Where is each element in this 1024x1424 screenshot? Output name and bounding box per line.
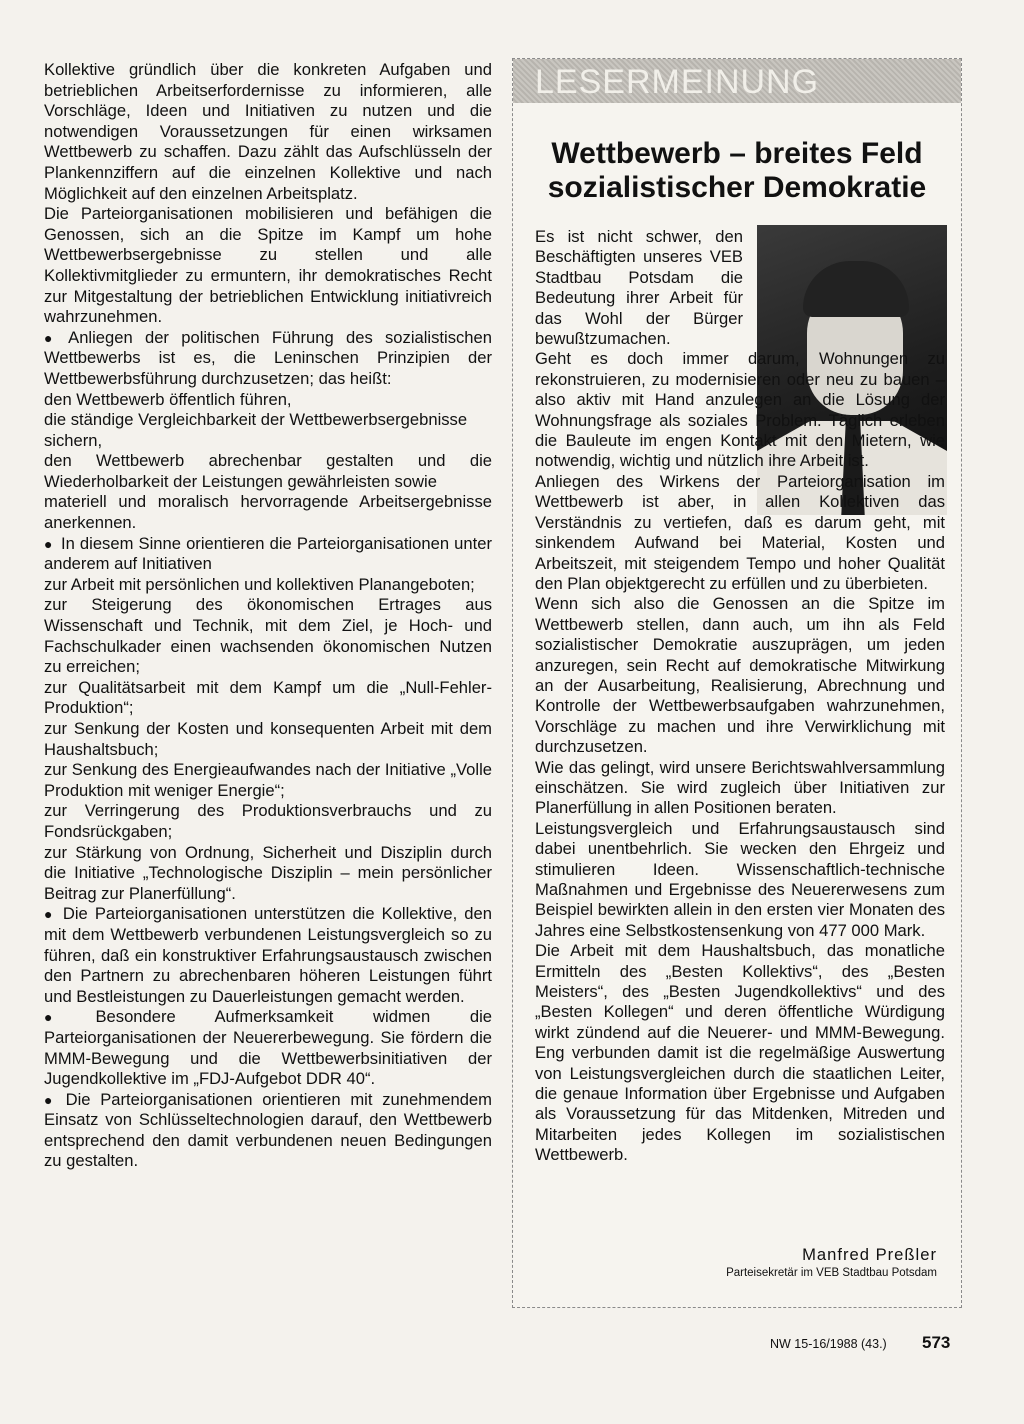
list-line: den Wettbewerb öffentlich führen, bbox=[44, 389, 292, 409]
author-name: Manfred Preßler bbox=[802, 1245, 937, 1264]
title-line: sozialistischer Demokratie bbox=[547, 171, 927, 204]
paragraph-text: Die Parteiorganisationen orientieren mit zunehmendem Einsatz von Schlüsseltechnologien darauf, den Wettbewerb entsprechend den damit verbundenen neuen Bedingungen zu gestalten. bbox=[44, 1089, 492, 1171]
list-line: zur Verringerung des Produktionsverbrauchs und zu Fondsrückgaben; bbox=[44, 801, 492, 841]
issue-reference: NW 15-16/1988 (43.) bbox=[770, 1337, 887, 1351]
paragraph: Die Arbeit mit dem Haushaltsbuch, das monatliche Ermitteln des „Besten Kollektivs“, des „Besten Meisters“, des „Besten Jugendkollektivs“ und des „Besten Kollegen“ und deren öffentliche Würdigung wirkt zündend auf die Neuerer- und MMM-Bewegung. Eng verbunden damit ist die regelmäßige Auswertung von Leistungsvergleichen durch die staatlichen Leiter, die genaue Information über Ergebnisse und Aufgaben als Voraussetzung für das Mitdenken, Mitreden und Mitarbeiten jedes Kollegen im sozialistischen Wettbewerb. bbox=[535, 941, 945, 1165]
bullet-paragraph bbox=[44, 1007, 492, 1089]
section-label: LESERMEINUNG bbox=[535, 63, 820, 101]
bullet-paragraph bbox=[44, 534, 492, 575]
list-line: zur Arbeit mit persönlichen und kollektiven Planangeboten; bbox=[44, 574, 475, 594]
section-label-banner bbox=[513, 59, 961, 103]
paragraph-text: Anliegen der politischen Führung des sozialistischen Wettbewerbs ist es, die Leninschen Prinzipien der Wettbewerbsführung durchzusetzen; das heißt: bbox=[44, 327, 492, 388]
paragraph-text: Geht es doch immer darum, Wohnungen zu rekonstruieren, zu modernisieren oder neu zu bauen – also aktiv mit Hand anzulegen an die Lösung der Wohnungsfrage als soziales Problem. Täglich erleben die Bauleute im engen Kontakt mit den Mietern, wie notwendig, wichtig und nützlich ihre Arbeit ist. bbox=[535, 349, 945, 471]
paragraph: Kollektive gründlich über die konkreten Aufgaben und betrieblichen Arbeitserfordernisse zu informieren, alle Vorschläge, Ideen und Initiativen zu nutzen und die notwendigen Voraussetzungen für einen wirksamen Wettbewerb zu schaffen. Dazu zählt das Aufschlüsseln der Plankennziffern auf die einzelnen Kollektive und nach Möglichkeit auf den einzelnen Arbeitsplatz. bbox=[44, 60, 492, 203]
article-body bbox=[535, 227, 945, 1166]
paragraph-text: Die Parteiorganisationen unterstützen die Kollektive, den mit dem Wettbewerb verbundenen Leistungsvergleich so zu führen, daß ein konstruktiver Erfahrungsaustausch zwischen den Partnern zu abrechenbaren höheren Leistungen führt und Bestleistungen zu Dauerleistungen gemacht werden. bbox=[44, 904, 492, 1006]
reader-opinion-box bbox=[512, 58, 962, 1308]
paragraph: Anliegen des Wirkens der Parteiorganisation im Wettbewerb ist aber, in allen Kollektiven das Verständnis zu vertiefen, daß es darum geht, mit sinkendem Aufwand bei Material, Kosten und Arbeitszeit, mit steigendem Tempo und hoher Qualität den Plan objektgerecht zu erfüllen und zu überbieten. bbox=[535, 471, 945, 593]
paragraph bbox=[535, 349, 945, 471]
bullet-paragraph bbox=[44, 328, 492, 390]
list-line: die ständige Vergleichbarkeit der Wettbewerbsergebnisse sichern, bbox=[44, 410, 468, 450]
list-line: zur Senkung des Energieaufwandes nach der Initiative „Volle Produktion mit weniger Energie“; bbox=[44, 760, 492, 800]
page-number: 573 bbox=[922, 1333, 951, 1352]
list-line: zur Steigerung des ökonomischen Ertrages aus Wissenschaft und Technik, mit dem Ziel, je Hoch- und Fachschulkader einen wachsenden ökonomischen Nutzen zu erreichen; bbox=[44, 595, 492, 677]
list-line: zur Stärkung von Ordnung, Sicherheit und Disziplin durch die Initiative „Technologische Disziplin – mein persönlicher Beitrag zur Planerfüllung“. bbox=[44, 842, 492, 903]
bullet-paragraph bbox=[44, 904, 492, 1007]
paragraph: Wenn sich also die Genossen an die Spitze im Wettbewerb stellen, dann auch, um ihn als Feld sozialistischer Demokratie auszuprägen, um jeden anzuregen, sein Recht auf demokratische Mitwirkung an der Ausarbeitung, Realisierung, Abrechnung und Kontrolle der Wettbewerbsaufgaben wahrzunehmen, Vorschläge zu machen und ihre Verwirklichung mit durchzusetzen. bbox=[535, 594, 945, 757]
left-column bbox=[44, 60, 492, 1172]
list-line: den Wettbewerb abrechenbar gestalten und die Wiederholbarkeit der Leistungen gewährleisten sowie bbox=[44, 451, 492, 491]
paragraph: Wie das gelingt, wird unsere Berichtswahlversammlung einschätzen. Sie wird zugleich über Initiativen zur Planerfüllung in allen Positionen beraten. bbox=[535, 757, 945, 818]
paragraph-text: Besondere Aufmerksamkeit widmen die Parteiorganisationen der Neuererbewegung. Sie fördern die MMM-Bewegung und die Wettbewerbsinitiativen der Jugendkollektive im „FDJ-Aufgebot DDR 40“. bbox=[44, 1007, 492, 1089]
list-line: zur Senkung der Kosten und konsequenten Arbeit mit dem Haushaltsbuch; bbox=[44, 719, 492, 759]
list-line: materiell und moralisch hervorragende Arbeitsergebnisse anerkennen. bbox=[44, 492, 492, 533]
title-line: Wettbewerb – breites Feld bbox=[551, 137, 923, 170]
bullet-paragraph bbox=[44, 1090, 492, 1172]
author-signature bbox=[726, 1245, 937, 1279]
list-line: zur Qualitätsarbeit mit dem Kampf um die „Null-Fehler-Produktion“; bbox=[44, 677, 492, 718]
paragraph-text: In diesem Sinne orientieren die Parteiorganisationen unter anderem auf Initiativen bbox=[44, 533, 492, 574]
paragraph: Leistungsvergleich und Erfahrungsaustausch sind dabei unentbehrlich. Sie wecken den Ehrgeiz und stimulieren Ideen. Wissenschaftlich-technische Maßnahmen und Ergebnisse des Neuererwesens zum Beispiel bewirkten allein in den ersten vier Monaten des Jahres eine Selbstkostensenkung von 477 000 Mark. bbox=[535, 818, 945, 940]
paragraph: Die Parteiorganisationen mobilisieren und befähigen die Genossen, sich an die Spitze im Kampf um hohe Wettbewerbsergebnisse zu stellen und alle Kollektivmitglieder zu ermuntern, ihr demokratisches Recht zur Mitgestaltung der betrieblichen Entwicklung initiativreich wahrzunehmen. bbox=[44, 204, 492, 327]
article-title bbox=[513, 137, 961, 205]
paragraph: Es ist nicht schwer, den Beschäftigten unseres VEB Stadtbau Potsdam die Bedeutung ihrer Arbeit für das Wohl der Bürger bewußtzumachen. bbox=[535, 227, 743, 349]
author-role: Parteisekretär im VEB Stadtbau Potsdam bbox=[726, 1267, 937, 1279]
